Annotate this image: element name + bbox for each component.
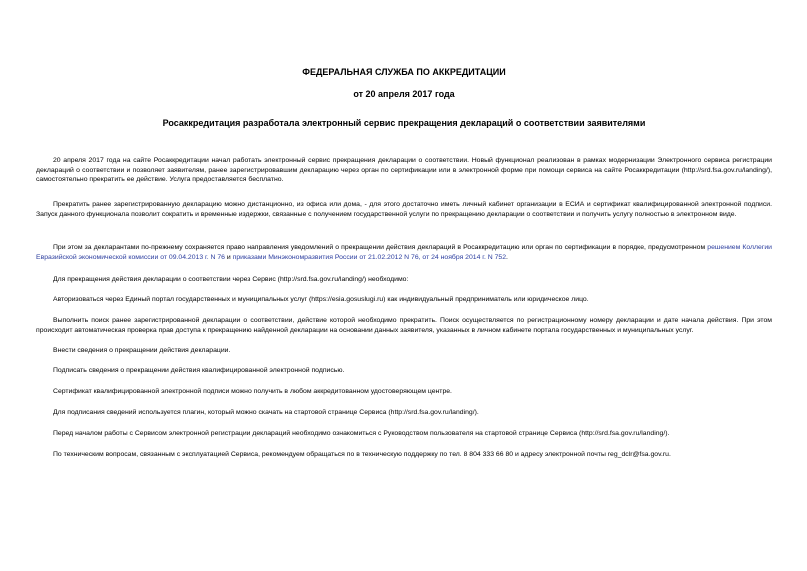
paragraph-certificate: Сертификат квалифицированной электронной подписи можно получить в любом аккредитованном удостоверяющем центре. [53, 388, 452, 395]
paragraph-remote-termination: Прекратить ранее зарегистрированную декларацию можно дистанционно, из офиса или дома, - для этого достаточно иметь личный кабинет организации в ЕСИА и сертификат квалифицированной электронной подписи. Запуск данного функционала позволит сократить и временные издержки, связанные с получением государственной услуги по прекращению декларации о соответствии и получить услугу полностью в электронном виде. [36, 201, 772, 218]
paragraph-intro: 20 апреля 2017 года на сайте Росаккредитации начал работать электронный сервис прекращения декларации о соответствии. Новый функционал реализован в рамках модернизации Электронного сервиса регистрации деклараций о соответствии и позволяет заявителям, ранее зарегистрировавшим декларацию через орган по сертификации или в электронной форме при помощи сервиса на сайте Росаккредитации (http://srd.fsa.gov.ru/landing/), самостоятельно прекратить ее действие. Услуга предоставляется бесплатно. [36, 157, 772, 184]
paragraph-step-sign: Подписать сведения о прекращении действия квалифицированной электронной подписью. [53, 367, 345, 374]
document-title: Росаккредитация разработала электронный сервис прекращения деклараций о соответствии заявителями [162, 118, 646, 128]
paragraph-end-punct: . [506, 253, 508, 261]
link-ministry-orders[interactable]: приказами Минэкономразвития России от 21.02.2012 N 76, от 24 ноября 2014 г. N 752 [232, 253, 507, 261]
date-heading: от 20 апреля 2017 года [353, 89, 455, 99]
paragraph-step-search: Выполнить поиск ранее зарегистрированной декларации о соответствии, действие которой необходимо прекратить. Поиск осуществляется по регистрационному номеру декларации и дате начала действия. При этом происходит автоматическая проверка прав доступа к прекращению найденной декларации на основании данных заявителя, указанных в личном кабинете портала государственных и муниципальных услуг. [36, 317, 772, 334]
paragraph-right-to-notify-text: При этом за декларантами по-прежнему сохраняется право направления уведомлений о прекращении действия деклараций в Росаккредитацию или орган по сертификации в порядке, предусмотренном [53, 244, 708, 251]
paragraph-conjunction: и [224, 253, 233, 261]
paragraph-step-enter-data: Внести сведения о прекращении действия декларации. [53, 347, 231, 354]
link-eec-decision[interactable]: решением Коллегии Евразийской экономической комиссии от 09.04.2013 г. N 76 [36, 244, 772, 261]
paragraph-steps-intro: Для прекращения действия декларации о соответствии через Сервис (http://srd.fsa.gov.ru/landing/) необходимо: [53, 276, 409, 283]
paragraph-step-authorize: Авторизоваться через Единый портал государственных и муниципальных услуг (https://esia.gosuslugi.ru) как индивидуальный предприниматель или юридическое лицо. [53, 296, 589, 303]
paragraph-user-guide: Перед началом работы с Сервисом электронной регистрации деклараций необходимо ознакомиться с Руководством пользователя на стартовой странице Сервиса (http://srd.fsa.gov.ru/landing/). [53, 430, 670, 437]
paragraph-right-to-notify [36, 243, 772, 262]
agency-heading: ФЕДЕРАЛЬНАЯ СЛУЖБА ПО АККРЕДИТАЦИИ [302, 67, 506, 77]
paragraph-support: По техническим вопросам, связанным с эксплуатацией Сервиса, рекомендуем обращаться по в техническую поддержку по тел. 8 804 333 66 80 и адресу электронной почты reg_dclr@fsa.gov.ru. [53, 451, 671, 458]
paragraph-plugin: Для подписания сведений используется плагин, который можно скачать на стартовой странице Сервиса (http://srd.fsa.gov.ru/landing/). [53, 409, 479, 416]
